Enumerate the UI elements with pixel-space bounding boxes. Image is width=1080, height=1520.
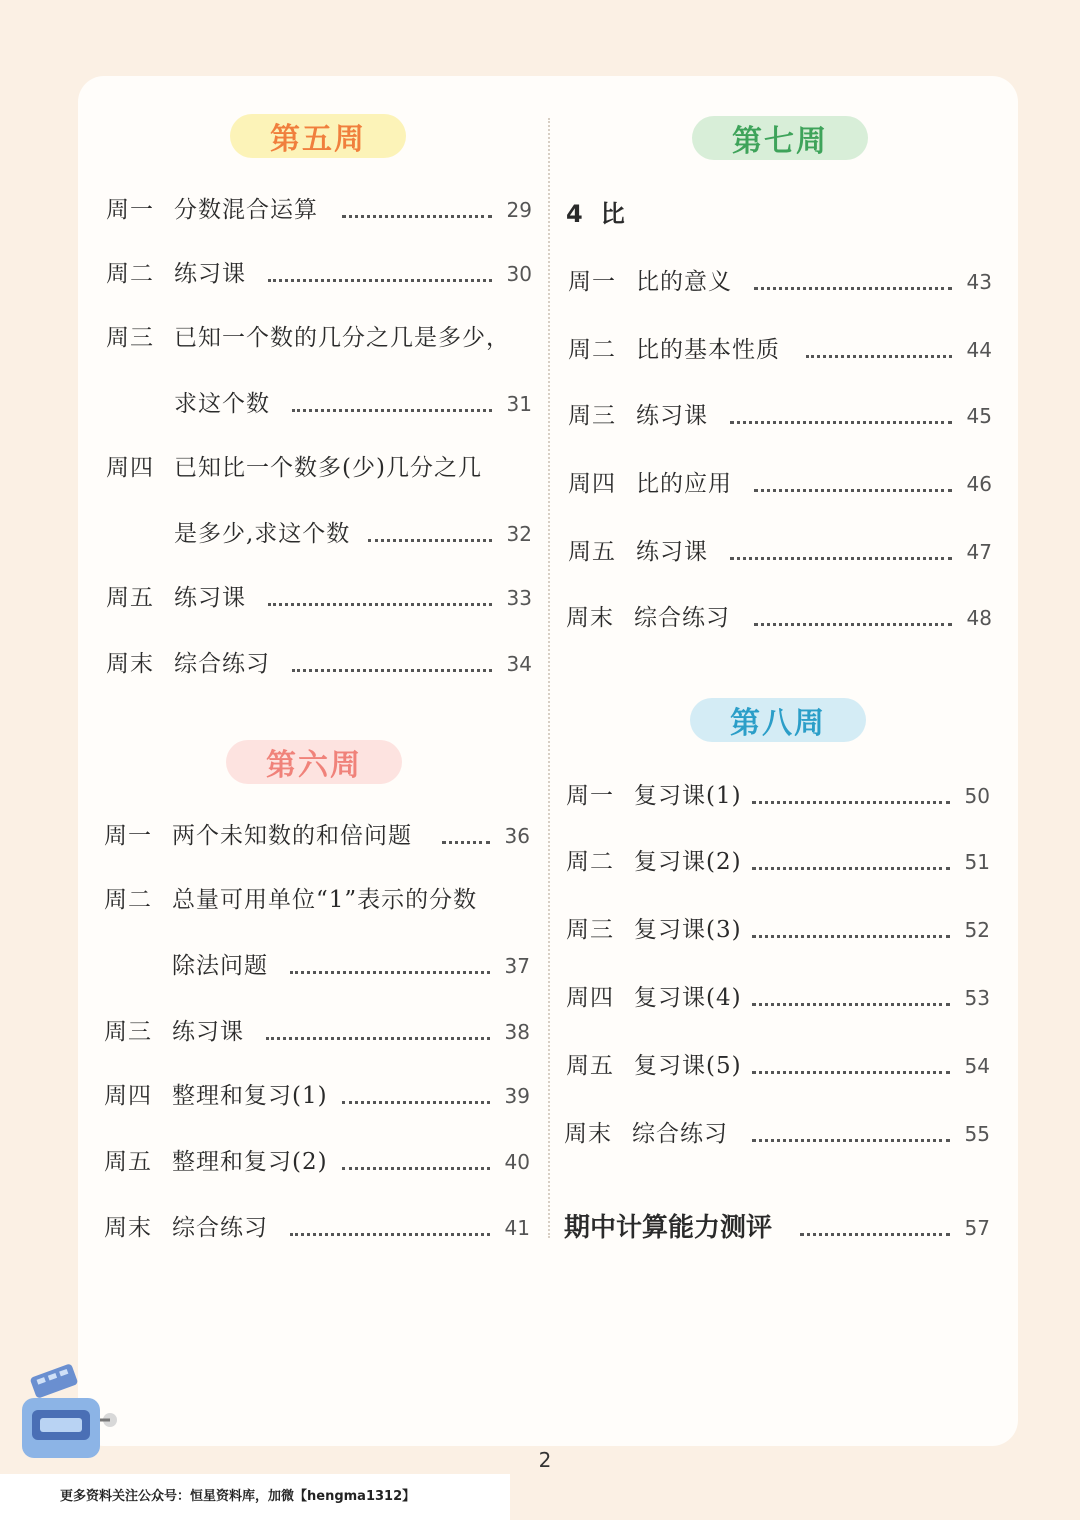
- dot-leader: [368, 539, 492, 542]
- entry-title: 已知一个数的几分之几是多少，: [174, 325, 510, 351]
- entry-page: 54: [964, 1054, 990, 1078]
- entry-title: 比的意义: [636, 269, 732, 295]
- dot-leader: [752, 867, 950, 870]
- entry-title: 练习课: [174, 585, 246, 611]
- entry-day: 周末: [564, 1121, 612, 1147]
- entry-page: 33: [506, 586, 532, 610]
- toc-entry[interactable]: [568, 464, 992, 504]
- entry-page: 52: [964, 918, 990, 942]
- entry-day: 周一: [566, 783, 614, 809]
- entry-title: 练习课: [172, 1019, 244, 1045]
- entry-page: 38: [504, 1020, 530, 1044]
- dot-leader: [752, 1071, 950, 1074]
- entry-page: 44: [966, 338, 992, 362]
- week6-heading: 第六周: [226, 740, 402, 784]
- dot-leader: [754, 489, 952, 492]
- entry-title: 整理和复习(1): [172, 1083, 328, 1109]
- entry-title: 已知比一个数多(少)几分之几: [174, 455, 482, 481]
- toc-entry[interactable]: [106, 448, 532, 488]
- toc-entry[interactable]: [104, 880, 530, 920]
- robot-mascot-icon: [10, 1360, 130, 1470]
- toc-entry[interactable]: [104, 1142, 530, 1182]
- dot-leader: [806, 355, 952, 358]
- entry-day: 周二: [104, 887, 152, 913]
- entry-day: 周五: [104, 1149, 152, 1175]
- week8-heading: 第八周: [690, 698, 866, 742]
- toc-entry[interactable]: [106, 254, 532, 294]
- entry-page: 31: [506, 392, 532, 416]
- entry-day: 周二: [568, 337, 616, 363]
- entry-day: 周二: [566, 849, 614, 875]
- entry-title: 复习课(3): [634, 917, 742, 943]
- toc-entry[interactable]: [104, 1012, 530, 1052]
- dot-leader: [292, 409, 492, 412]
- chapter-heading[interactable]: [566, 194, 625, 229]
- dot-leader: [752, 935, 950, 938]
- entry-page: 53: [964, 986, 990, 1010]
- entry-day: 周四: [568, 471, 616, 497]
- entry-page: 55: [964, 1122, 990, 1146]
- entry-page: 36: [504, 824, 530, 848]
- page-number: 2: [538, 1448, 552, 1472]
- column-divider: [548, 118, 550, 1238]
- entry-day: 周三: [106, 325, 154, 351]
- dot-leader: [442, 841, 490, 844]
- toc-entry[interactable]: [106, 578, 532, 618]
- entry-day: 周一: [104, 823, 152, 849]
- toc-entry[interactable]: [568, 532, 992, 572]
- entry-page: 48: [966, 606, 992, 630]
- entry-title: 综合练习: [632, 1121, 728, 1147]
- entry-day: 周二: [106, 261, 154, 287]
- dot-leader: [266, 1037, 490, 1040]
- dot-leader: [268, 279, 492, 282]
- entry-page: 41: [504, 1216, 530, 1240]
- entry-day: 周四: [566, 985, 614, 1011]
- footer-notice: 更多资料关注公众号：恒星资料库，加微【hengma1312】: [0, 1474, 510, 1520]
- toc-entry[interactable]: [566, 598, 992, 638]
- entry-page: 46: [966, 472, 992, 496]
- entry-title: 两个未知数的和倍问题: [172, 823, 412, 849]
- entry-title-cont: 求这个数: [174, 391, 270, 417]
- entry-title: 复习课(1): [634, 783, 742, 809]
- entry-day: 周一: [106, 197, 154, 223]
- toc-entry[interactable]: [104, 816, 530, 856]
- entry-title: 练习课: [636, 539, 708, 565]
- entry-page: 37: [504, 954, 530, 978]
- dot-leader: [268, 603, 492, 606]
- entry-page: 29: [506, 198, 532, 222]
- entry-day: 周三: [104, 1019, 152, 1045]
- dot-leader: [800, 1233, 950, 1236]
- entry-day: 周五: [566, 1053, 614, 1079]
- entry-title: 复习课(5): [634, 1053, 742, 1079]
- entry-day: 周一: [568, 269, 616, 295]
- entry-page: 47: [966, 540, 992, 564]
- toc-entry[interactable]: [566, 978, 990, 1018]
- entry-title: 整理和复习(2): [172, 1149, 328, 1175]
- entry-page: 32: [506, 522, 532, 546]
- toc-entry[interactable]: [104, 1076, 530, 1116]
- toc-entry-continuation[interactable]: [104, 946, 530, 986]
- entry-day: 周末: [104, 1215, 152, 1241]
- entry-page: 45: [966, 404, 992, 428]
- entry-title: 综合练习: [634, 605, 730, 631]
- entry-page: 51: [964, 850, 990, 874]
- toc-entry[interactable]: [568, 262, 992, 302]
- toc-entry[interactable]: [106, 318, 532, 358]
- week5-heading: 第五周: [230, 114, 406, 158]
- entry-title: 综合练习: [174, 651, 270, 677]
- week7-heading: 第七周: [692, 116, 868, 160]
- toc-entry[interactable]: [106, 644, 532, 684]
- toc-entry[interactable]: [566, 1046, 990, 1086]
- entry-day: 周三: [568, 403, 616, 429]
- entry-day: 周三: [566, 917, 614, 943]
- entry-title: 练习课: [636, 403, 708, 429]
- dot-leader: [754, 287, 952, 290]
- dot-leader: [342, 1101, 490, 1104]
- entry-day: 周末: [566, 605, 614, 631]
- entry-day: 周四: [106, 455, 154, 481]
- dot-leader: [290, 1233, 490, 1236]
- entry-page: 43: [966, 270, 992, 294]
- dot-leader: [290, 971, 490, 974]
- entry-page: 30: [506, 262, 532, 286]
- midterm-title: 期中计算能力测评: [564, 1213, 773, 1243]
- entry-day: 周四: [104, 1083, 152, 1109]
- toc-entry-continuation[interactable]: [106, 384, 532, 424]
- toc-entry[interactable]: [564, 1114, 990, 1154]
- entry-title: 复习课(4): [634, 985, 742, 1011]
- entry-page: 40: [504, 1150, 530, 1174]
- entry-title-cont: 除法问题: [172, 953, 268, 979]
- entry-day: 周五: [568, 539, 616, 565]
- entry-day: 周末: [106, 651, 154, 677]
- entry-day: 周五: [106, 585, 154, 611]
- dot-leader: [342, 215, 492, 218]
- chapter-number: 4: [566, 200, 583, 228]
- dot-leader: [752, 1003, 950, 1006]
- entry-title: 复习课(2): [634, 849, 742, 875]
- toc-entry[interactable]: [568, 396, 992, 436]
- toc-entry[interactable]: [566, 910, 990, 950]
- dot-leader: [730, 421, 952, 424]
- entry-title: 比的应用: [636, 471, 732, 497]
- entry-page: 50: [964, 784, 990, 808]
- toc-entry-continuation[interactable]: [106, 514, 532, 554]
- toc-entry[interactable]: [566, 776, 990, 816]
- dot-leader: [752, 1139, 950, 1142]
- entry-title: 练习课: [174, 261, 246, 287]
- chapter-title: 比: [600, 200, 625, 228]
- entry-page: 57: [964, 1216, 990, 1240]
- toc-entry[interactable]: [566, 842, 990, 882]
- entry-title: 综合练习: [172, 1215, 268, 1241]
- entry-title: 分数混合运算: [174, 197, 318, 223]
- toc-entry[interactable]: [568, 330, 992, 370]
- entry-page: 39: [504, 1084, 530, 1108]
- entry-title: 比的基本性质: [636, 337, 780, 363]
- toc-entry[interactable]: [106, 190, 532, 230]
- midterm-entry[interactable]: [564, 1208, 990, 1248]
- dot-leader: [754, 623, 952, 626]
- dot-leader: [752, 801, 950, 804]
- dot-leader: [730, 557, 952, 560]
- toc-entry[interactable]: [104, 1208, 530, 1248]
- entry-title-cont: 是多少,求这个数: [174, 521, 351, 547]
- dot-leader: [342, 1167, 490, 1170]
- entry-title: 总量可用单位“1”表示的分数: [172, 887, 478, 913]
- entry-page: 34: [506, 652, 532, 676]
- dot-leader: [292, 669, 492, 672]
